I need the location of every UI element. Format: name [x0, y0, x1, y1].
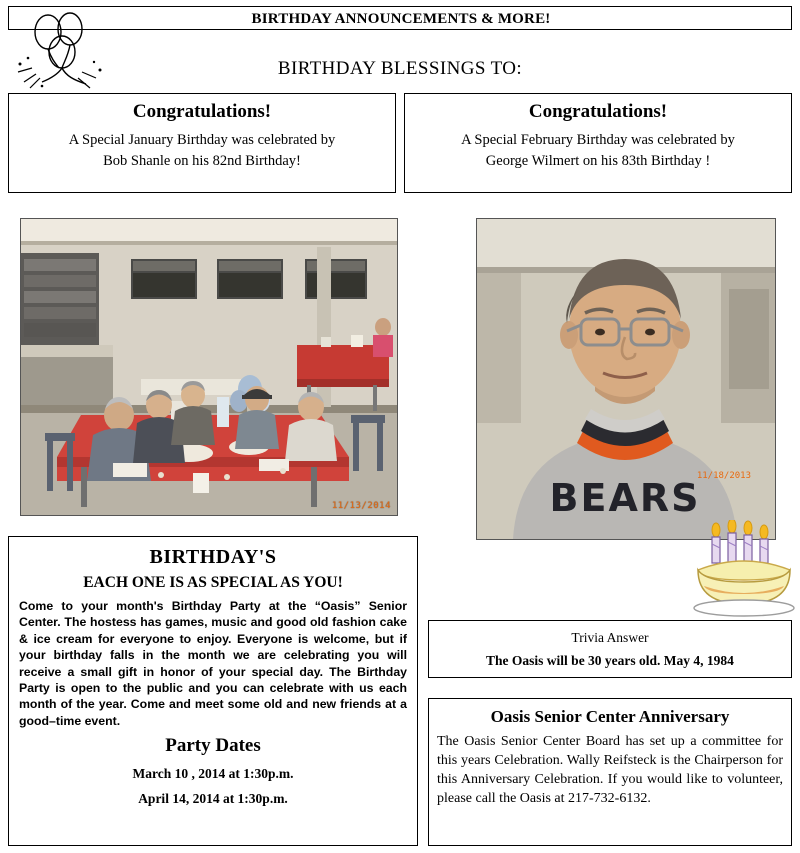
header-banner	[8, 6, 792, 30]
photo-date-stamp: 11/18/2013	[696, 471, 751, 481]
congrats-line-1: A Special January Birthday was celebrated by	[68, 132, 336, 148]
congrats-line-1: A Special February Birthday was celebrated by	[461, 132, 735, 148]
birthdays-subtitle: EACH ONE IS AS SPECIAL AS YOU!	[83, 574, 343, 591]
party-dates-heading: Party Dates	[165, 735, 261, 757]
svg-text:BEARS: BEARS	[549, 476, 701, 520]
birthdays-body: Come to your month's Birthday Party at the “Oasis” Senior Center. The hostess has games, music and good old fashion cake & ice cream for everyone to enjoy. Everyone is welcome, but if your birthday falls in the month we are celebrating you will receive a small gift in honor of your special day. The Birthday Party is open to the public and you can celebrate with us each month of the year. Come and meet some old and new friends at a good–time event.	[19, 599, 407, 728]
party-date-2: April 14, 2014 at 1:30p.m.	[138, 791, 288, 807]
congrats-title: Congratulations!	[132, 101, 272, 122]
anniversary-title: Oasis Senior Center Anniversary	[490, 707, 730, 726]
congrats-line-2: Bob Shanle on his 82nd Birthday!	[103, 153, 301, 169]
birthday-man-photo	[476, 218, 776, 540]
congrats-line-2: George Wilmert on his 83th Birthday !	[485, 153, 711, 169]
trivia-label: Trivia Answer	[571, 630, 649, 645]
trivia-answer-box	[428, 620, 792, 678]
birthdays-title: BIRTHDAY'S	[149, 546, 277, 568]
page-title: BIRTHDAY ANNOUNCEMENTS & MORE!	[251, 11, 551, 27]
trivia-answer-text: The Oasis will be 30 years old. May 4, 1984	[486, 653, 734, 668]
birthdays-info-box	[8, 536, 418, 846]
photo-date-stamp: 11/13/2014	[331, 501, 391, 511]
congrats-box-january	[8, 93, 396, 193]
anniversary-body: The Oasis Senior Center Board has set up a committee for this years Celebration. Wally Reifsteck is the Chairperson for this Anniversary Celebration. If you would like to volunteer, please call the Oasis at 217-732-6132.	[437, 734, 783, 806]
congrats-box-february	[404, 93, 792, 193]
congrats-title: Congratulations!	[528, 101, 668, 122]
birthday-cake-icon	[692, 520, 796, 620]
anniversary-box	[428, 698, 792, 846]
balloons-icon	[12, 12, 122, 92]
blessings-heading: BIRTHDAY BLESSINGS TO:	[277, 58, 523, 79]
party-photo	[20, 218, 398, 516]
party-date-1: March 10 , 2014 at 1:30p.m.	[132, 766, 294, 782]
